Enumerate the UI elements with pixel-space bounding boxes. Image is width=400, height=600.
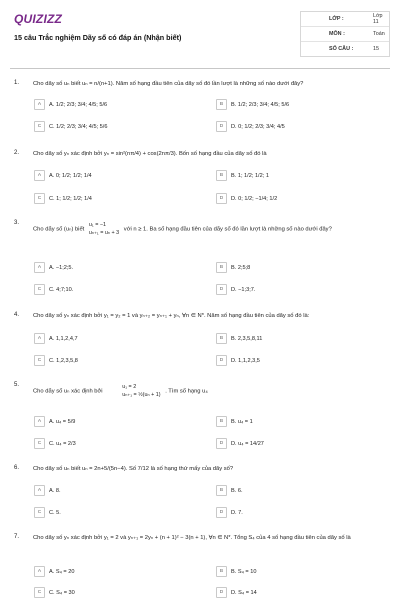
option-text: D. 0; 1/2; 2/3; 3/4; 4/5: [231, 123, 285, 130]
question-text: Cho dãy số yₙ xác định bởi y₁ = 2 và yₙ₊₁ = 2yₙ + (n + 1)² − 3(n + 1), ∀n ∈ N*. Tổng S₄ của 4 số hạng đầu tiên của dãy số là: [33, 535, 351, 541]
meta-label: LỚP :: [329, 16, 344, 22]
option-letter: D: [216, 121, 227, 132]
question-text: Cho dãy số yₙ xác định bởi yₙ = sin²(nπ/4) + cos(2nπ/3). Bốn số hạng đầu của dãy số đó là: [33, 151, 267, 157]
question-number: 1.: [14, 80, 20, 86]
option-letter: B: [216, 262, 227, 273]
option-text: A. −1;2;5.: [49, 264, 74, 271]
option-text: C. u₄ = 2/3: [49, 440, 76, 447]
option-letter: B: [216, 485, 227, 496]
option-letter: D: [216, 438, 227, 449]
option-c[interactable]: [34, 355, 78, 366]
option-a[interactable]: [34, 566, 74, 577]
option-letter: D: [216, 355, 227, 366]
option-b[interactable]: [216, 566, 256, 577]
option-a[interactable]: [34, 262, 73, 273]
option-text: D. u₄ = 14/27: [231, 440, 264, 447]
option-letter: C: [34, 587, 45, 598]
option-d[interactable]: [216, 284, 255, 295]
question-text: Cho dãy số uₙ biết uₙ = n/(n+1). Năm số hạng đầu tiên của dãy số đó lần lượt là những số nào dưới đây?: [33, 81, 304, 87]
option-letter: B: [216, 333, 227, 344]
meta-label: SỐ CÂU :: [329, 46, 354, 52]
recurrence-system: [122, 383, 160, 399]
option-b[interactable]: [216, 333, 262, 344]
option-text: B. u₄ = 1: [231, 418, 253, 425]
system-line-1: u₁ = −1: [88, 222, 107, 228]
option-b[interactable]: [216, 262, 250, 273]
meta-value: 15: [373, 46, 379, 52]
option-letter: C: [34, 121, 45, 132]
question-number: 4.: [14, 312, 20, 318]
option-text: B. 2,3,5,8,11: [231, 335, 263, 342]
meta-info-box: [300, 11, 390, 57]
question-text: Cho dãy số yₙ xác định bởi y₁ = y₂ = 1 và yₙ₊₂ = yₙ₊₁ + yₙ, ∀n ∈ N*. Năm số hạng đầu tiên của dãy số đó là:: [33, 313, 310, 319]
option-letter: A: [34, 99, 45, 110]
option-text: B. 2;5;8: [231, 264, 251, 271]
meta-value: Lớp 11: [373, 13, 383, 25]
option-text: D. 1,1,2,3,5: [231, 357, 260, 364]
option-d[interactable]: [216, 587, 257, 598]
option-text: D. 0; 1/2; −1/4; 1/2: [231, 195, 278, 202]
meta-value: Toán: [373, 31, 385, 37]
option-c[interactable]: [34, 121, 107, 132]
option-text: A. 1,1,2,4,7: [49, 335, 78, 342]
option-letter: D: [216, 587, 227, 598]
option-text: D. 7.: [231, 509, 243, 516]
option-text: A. 1/2; 2/3; 3/4; 4/5; 5/6: [49, 101, 108, 108]
question-number: 7.: [14, 534, 20, 540]
option-b[interactable]: [216, 170, 269, 181]
option-a[interactable]: [34, 170, 92, 181]
system-line-1: u₁ = 2: [122, 384, 137, 390]
option-letter: C: [34, 438, 45, 449]
meta-row-count: [301, 42, 389, 56]
option-text: A. u₄ = 5/9: [49, 418, 76, 425]
option-letter: A: [34, 333, 45, 344]
option-letter: B: [216, 99, 227, 110]
option-text: C. 1; 1/2; 1/2; 1/4: [49, 195, 92, 202]
option-letter: C: [34, 284, 45, 295]
option-d[interactable]: [216, 121, 285, 132]
option-c[interactable]: [34, 438, 76, 449]
option-a[interactable]: [34, 485, 61, 496]
option-text: C. 4;7;10.: [49, 286, 74, 293]
option-letter: C: [34, 507, 45, 518]
option-text: C. 1/2; 2/3; 3/4; 4/5; 5/6: [49, 123, 108, 130]
meta-label: MÔN :: [329, 31, 345, 37]
option-letter: A: [34, 416, 45, 427]
option-letter: B: [216, 416, 227, 427]
question-text-before: Cho dãy số (uₙ) biết: [33, 226, 85, 233]
meta-row-subject: [301, 27, 389, 42]
option-text: B. 1/2; 2/3; 3/4; 4/5; 5/6: [231, 101, 290, 108]
system-line-2: uₙ₊₁ = uₙ + 3: [88, 230, 120, 236]
option-d[interactable]: [216, 355, 260, 366]
option-letter: B: [216, 170, 227, 181]
option-letter: D: [216, 193, 227, 204]
option-letter: A: [34, 566, 45, 577]
page-title: 15 câu Trắc nghiệm Dãy số có đáp án (Nhận biết): [14, 33, 182, 42]
option-a[interactable]: [34, 99, 107, 110]
option-letter: D: [216, 284, 227, 295]
option-text: A. 8.: [49, 487, 61, 494]
question-number: 2.: [14, 150, 20, 156]
option-text: D. S₄ = 14: [231, 589, 257, 596]
option-b[interactable]: [216, 485, 243, 496]
option-text: B. 1; 1/2; 1/2; 1: [231, 172, 269, 179]
option-c[interactable]: [34, 284, 73, 295]
question-text: Cho dãy số uₙ biết uₙ = 2n+5/(5n−4). Số 7/12 là số hạng thứ mấy của dãy số?: [33, 466, 234, 472]
option-text: B. 6.: [231, 487, 243, 494]
option-letter: A: [34, 262, 45, 273]
option-c[interactable]: [34, 507, 61, 518]
meta-row-class: [301, 12, 389, 27]
option-a[interactable]: [34, 416, 75, 427]
system-line-2: uₙ₊₁ = ½(uₙ + 1): [122, 392, 161, 398]
option-text: D. −1;3;7.: [231, 286, 256, 293]
option-c[interactable]: [34, 193, 92, 204]
option-letter: C: [34, 355, 45, 366]
option-c[interactable]: [34, 587, 75, 598]
option-b[interactable]: [216, 416, 253, 427]
option-text: B. S₄ = 10: [231, 568, 257, 575]
quizizz-logo: QUIZIZZ: [14, 12, 63, 26]
question-text: [33, 221, 388, 237]
question-number: 5.: [14, 382, 20, 388]
question-text-after: với n ≥ 1. Ba số hạng đầu tiên của dãy số đó lần lượt là những số nào dưới đây?: [123, 226, 332, 233]
option-letter: C: [34, 193, 45, 204]
option-text: A. S₄ = 20: [49, 568, 75, 575]
option-text: C. 1,2,3,5,8: [49, 357, 78, 364]
option-letter: A: [34, 170, 45, 181]
option-text: C. S₄ = 30: [49, 589, 75, 596]
option-b[interactable]: [216, 99, 289, 110]
question-text-after: . Tìm số hạng u₄: [165, 388, 208, 395]
option-d[interactable]: [216, 193, 277, 204]
recurrence-system: [89, 221, 119, 237]
option-text: C. 5.: [49, 509, 61, 516]
option-a[interactable]: [34, 333, 78, 344]
question-number: 3.: [14, 220, 20, 226]
option-letter: A: [34, 485, 45, 496]
option-text: A. 0; 1/2; 1/2; 1/4: [49, 172, 92, 179]
option-letter: B: [216, 566, 227, 577]
option-d[interactable]: [216, 438, 264, 449]
question-text: [33, 383, 388, 399]
header-divider: [10, 68, 390, 69]
question-number: 6.: [14, 465, 20, 471]
option-d[interactable]: [216, 507, 243, 518]
question-text-before: Cho dãy số uₙ xác định bởi: [33, 388, 103, 395]
option-letter: D: [216, 507, 227, 518]
